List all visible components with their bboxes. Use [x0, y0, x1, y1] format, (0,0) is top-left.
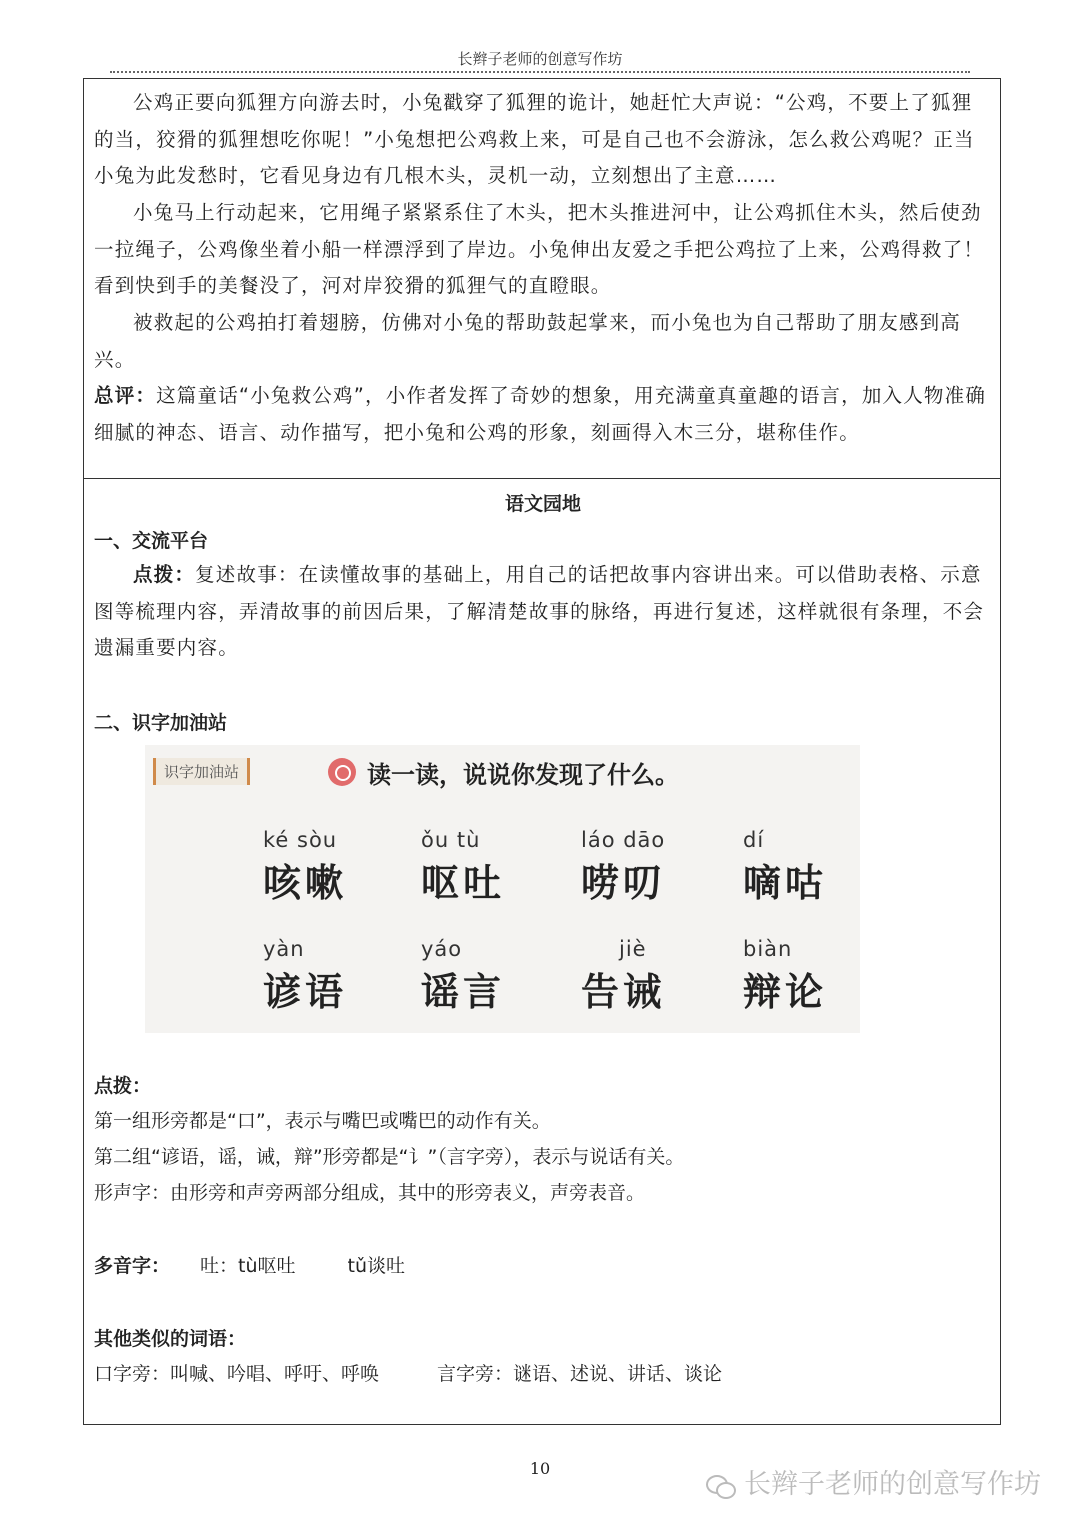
tip-line-3: 形声字：由形旁和声旁两部分组成，其中的形旁表义，声旁表音。 [94, 1182, 646, 1204]
review-text: 这篇童话“小兔救公鸡”，小作者发挥了奇妙的想象，用充满童真童趣的语言，加入人物准确细腻的神态、语言、动作描写，把小兔和公鸡的形象，刻画得入木三分，堪称佳作。 [94, 384, 987, 444]
word-card [581, 937, 731, 1016]
textbook-instruction: 读一读，说说你发现了什么。 [367, 761, 679, 789]
page-number: 10 [529, 1459, 551, 1478]
similar-words-row [94, 1359, 722, 1386]
story-box [83, 78, 1001, 479]
page-header: 长辫子老师的创意写作坊 [457, 50, 623, 68]
word-hanzi: 谣言 [421, 969, 506, 1014]
tip-line-2: 第二组“谚语，谣，诫，辩”形旁都是“讠”（言字旁），表示与说话有关。 [94, 1146, 685, 1168]
literacy-station-heading: 二、识字加油站 [94, 712, 228, 734]
story-paragraph-3: 被救起的公鸡拍打着翅膀，仿佛对小兔的帮助鼓起掌来，而小兔也为自己帮助了朋友感到高兴。 [94, 311, 962, 371]
word-card [263, 828, 413, 907]
word-hanzi: 辩论 [743, 969, 828, 1014]
word-pinyin: láo dāo [581, 828, 666, 852]
exchange-platform-heading: 一、交流平台 [94, 530, 209, 552]
word-hanzi: 嘀咕 [743, 860, 828, 905]
header-divider [110, 71, 970, 73]
word-pinyin: biàn [743, 937, 793, 961]
speech-radical-words: 言字旁：谜语、述说、讲话、谈论 [437, 1363, 723, 1385]
read-aloud-icon [328, 758, 356, 786]
polyphone-tu3: tǔ谈吐 [347, 1255, 406, 1277]
word-pinyin: jiè [619, 937, 647, 961]
section-title: 语文园地 [504, 493, 581, 515]
polyphone-tu4: 吐：tù呕吐 [200, 1255, 296, 1277]
textbook-label: 识字加油站 [153, 758, 250, 785]
similar-words-label: 其他类似的词语： [94, 1328, 247, 1350]
word-hanzi: 谚语 [263, 969, 348, 1014]
word-hanzi: 告诫 [581, 969, 666, 1014]
story-paragraph-1: 公鸡正要向狐狸方向游去时，小兔戳穿了狐狸的诡计，她赶忙大声说：“公鸡，不要上了狐狸的当，狡猾的狐狸想吃你呢！”小兔想把公鸡救上来，可是自己也不会游泳，怎么救公鸡呢？正当小兔为此发愁时，它看见身边有几根木头，灵机一动，立刻想出了主意…… [94, 91, 975, 187]
wechat-icon [706, 1473, 736, 1499]
word-pinyin: yáo [421, 937, 463, 961]
exchange-tip-label: 点拨： [133, 563, 196, 586]
tip-line-1: 第一组形旁都是“口”，表示与嘴巴或嘴巴的动作有关。 [94, 1110, 551, 1132]
word-card [743, 828, 893, 907]
word-pinyin: ké sòu [263, 828, 338, 852]
word-hanzi: 唠叨 [581, 860, 666, 905]
exchange-tip-text: 复述故事：在读懂故事的基础上，用自己的话把故事内容讲出来。可以借助表格、示意图等梳理内容，弄清故事的前因后果，了解清楚故事的脉络，再进行复述，这样就很有条理，不会遗漏重要内容。 [94, 563, 985, 659]
tip-label: 点拨： [94, 1075, 152, 1097]
polyphone-row [94, 1251, 405, 1278]
word-card [581, 828, 731, 907]
watermark [706, 1462, 1041, 1501]
story-paragraph-2: 小兔马上行动起来，它用绳子紧紧系住了木头，把木头推进河中，让公鸡抓住木头，然后使劲一拉绳子，公鸡像坐着小船一样漂浮到了岸边。小兔伸出友爱之手把公鸡拉了上来，公鸡得救了！看到快到手的美餐没了，河对岸狡猾的狐狸气的直瞪眼。 [94, 201, 985, 297]
review-paragraph [94, 378, 989, 451]
word-pinyin: yàn [263, 937, 305, 961]
word-card [743, 937, 893, 1016]
exchange-tip-paragraph [94, 557, 989, 667]
word-card [421, 828, 571, 907]
watermark-text: 长辫子老师的创意写作坊 [744, 1469, 1041, 1500]
word-hanzi: 呕吐 [421, 860, 506, 905]
word-pinyin: ǒu tù [421, 828, 481, 852]
review-label: 总评： [94, 384, 157, 407]
polyphone-label: 多音字： [94, 1255, 171, 1277]
mouth-radical-words: 口字旁：叫喊、吟唱、呼吁、呼唤 [94, 1363, 380, 1385]
word-card [421, 937, 571, 1016]
word-pinyin: dí [743, 828, 765, 852]
word-hanzi: 咳嗽 [263, 860, 348, 905]
word-card [263, 937, 413, 1016]
textbook-image [145, 745, 860, 1033]
